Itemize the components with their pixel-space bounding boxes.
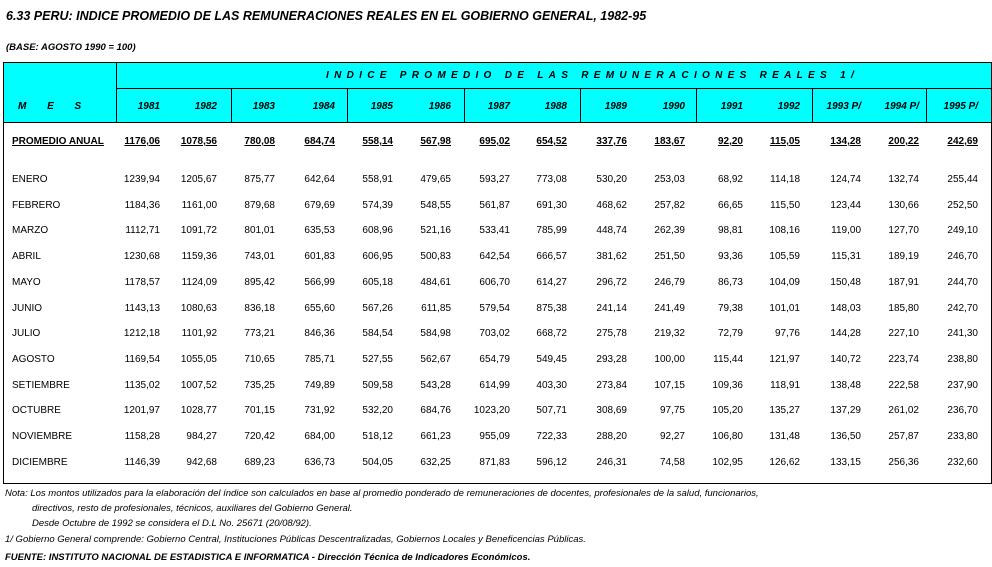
table-cell: 507,71: [536, 405, 567, 416]
table-cell: 1124,09: [181, 277, 217, 288]
table-cell: 138,48: [830, 380, 861, 391]
table-cell: 1143,13: [124, 303, 160, 314]
month-label: JUNIO: [12, 303, 42, 314]
table-cell: 785,99: [536, 225, 567, 236]
month-label: DICIEMBRE: [12, 457, 68, 468]
table-cell: 584,98: [420, 328, 451, 339]
year-header: 1994 P/: [884, 101, 919, 112]
table-cell: 187,91: [888, 277, 919, 288]
table-cell: 593,27: [479, 174, 510, 185]
table-cell: 1169,54: [124, 354, 160, 365]
table-cell: 785,71: [304, 354, 335, 365]
table-cell: 238,80: [947, 354, 978, 365]
table-cell: 232,60: [947, 457, 978, 468]
promedio-value: 654,52: [536, 136, 567, 147]
table-cell: 1028,77: [180, 405, 217, 416]
table-cell: 518,12: [362, 431, 393, 442]
table-cell: 636,73: [304, 457, 335, 468]
table-cell: 1112,71: [125, 225, 160, 236]
table-cell: 246,79: [654, 277, 685, 288]
table-cell: 114,18: [770, 174, 800, 185]
table-cell: 1201,97: [123, 405, 160, 416]
table-cell: 308,69: [596, 405, 627, 416]
month-label: OCTUBRE: [12, 405, 61, 416]
table-cell: 679,69: [304, 200, 335, 211]
table-cell: 895,42: [244, 277, 275, 288]
table-cell: 558,91: [362, 174, 393, 185]
table-cell: 262,39: [654, 225, 685, 236]
table-cell: 237,90: [947, 380, 978, 391]
table-cell: 108,16: [769, 225, 800, 236]
year-header: 1984: [312, 101, 335, 112]
table-cell: 484,61: [420, 277, 451, 288]
note-line-1: Nota: Los montos utilizados para la elaboración del índice son calculados en base al promedio ponderado de remuneraciones de docentes, profesionales de la salud, funcionarios,: [5, 488, 759, 499]
table-cell: 1146,39: [124, 457, 160, 468]
year-header: 1990: [662, 101, 685, 112]
table-cell: 479,65: [420, 174, 451, 185]
table-cell: 561,87: [479, 200, 510, 211]
table-cell: 252,50: [947, 200, 978, 211]
table-cell: 223,74: [888, 354, 919, 365]
table-cell: 722,33: [536, 431, 567, 442]
table-cell: 1212,18: [123, 328, 160, 339]
table-cell: 124,74: [830, 174, 861, 185]
table-cell: 879,68: [244, 200, 275, 211]
note-line-2: directivos, resto de profesionales, técnicos, auxiliares del Gobierno General.: [32, 503, 353, 514]
source-line: FUENTE: INSTITUTO NACIONAL DE ESTADISTICA E INFORMATICA - Dirección Técnica de Indicadores Económicos.: [5, 552, 531, 563]
table-cell: 118,91: [770, 380, 800, 391]
table-cell: 253,03: [654, 174, 685, 185]
table-cell: 655,60: [304, 303, 335, 314]
table-cell: 102,95: [712, 457, 743, 468]
promedio-value: 558,14: [362, 136, 393, 147]
table-cell: 140,72: [830, 354, 861, 365]
table-cell: 293,28: [596, 354, 627, 365]
month-label: FEBRERO: [12, 200, 61, 211]
table-cell: 875,77: [244, 174, 275, 185]
table-cell: 115,31: [831, 251, 861, 262]
table-cell: 227,10: [888, 328, 919, 339]
table-cell: 74,58: [659, 457, 685, 468]
table-cell: 105,59: [769, 251, 800, 262]
table-cell: 246,31: [596, 457, 627, 468]
table-cell: 448,74: [596, 225, 627, 236]
base-note: (BASE: AGOSTO 1990 = 100): [6, 42, 136, 53]
table-cell: 710,65: [244, 354, 275, 365]
table-cell: 115,44: [713, 354, 743, 365]
table-cell: 1007,52: [180, 380, 217, 391]
table-cell: 735,25: [244, 380, 275, 391]
table-cell: 86,73: [717, 277, 743, 288]
table-cell: 241,30: [947, 328, 978, 339]
table-cell: 574,39: [362, 200, 393, 211]
table-cell: 527,55: [362, 354, 393, 365]
table-cell: 123,44: [830, 200, 861, 211]
table-cell: 661,23: [420, 431, 451, 442]
table-cell: 614,27: [536, 277, 567, 288]
table-cell: 566,99: [304, 277, 335, 288]
table-cell: 127,70: [888, 225, 919, 236]
year-column-divider: [926, 88, 927, 122]
month-label: AGOSTO: [12, 354, 55, 365]
table-cell: 614,99: [479, 380, 510, 391]
year-header: 1989: [604, 101, 627, 112]
table-cell: 720,42: [244, 431, 275, 442]
table-cell: 137,29: [830, 405, 861, 416]
table-cell: 530,20: [596, 174, 627, 185]
table-cell: 66,65: [717, 200, 743, 211]
table-cell: 743,01: [244, 251, 275, 262]
table-cell: 92,27: [659, 431, 685, 442]
table-cell: 97,76: [774, 328, 800, 339]
promedio-value: 115,05: [769, 136, 800, 147]
year-header: 1987: [487, 101, 510, 112]
table-cell: 241,14: [596, 303, 627, 314]
table-cell: 115,50: [770, 200, 800, 211]
table-cell: 1184,36: [124, 200, 160, 211]
table-cell: 605,18: [362, 277, 393, 288]
promedio-value: 134,28: [830, 136, 861, 147]
table-cell: 189,19: [888, 251, 919, 262]
table-cell: 109,36: [712, 380, 743, 391]
table-cell: 773,21: [244, 328, 275, 339]
table-cell: 584,54: [362, 328, 393, 339]
table-cell: 241,49: [654, 303, 685, 314]
table-cell: 100,00: [654, 354, 685, 365]
table-cell: 275,78: [596, 328, 627, 339]
table-cell: 684,76: [420, 405, 451, 416]
promedio-value: 183,67: [654, 136, 685, 147]
table-cell: 98,81: [717, 225, 743, 236]
table-cell: 119,00: [831, 225, 861, 236]
table-cell: 642,64: [304, 174, 335, 185]
table-cell: 106,80: [712, 431, 743, 442]
year-header: 1993 P/: [826, 101, 861, 112]
table-cell: 79,38: [717, 303, 743, 314]
table-cell: 548,55: [420, 200, 451, 211]
table-cell: 543,28: [420, 380, 451, 391]
table-cell: 296,72: [596, 277, 627, 288]
table-cell: 654,79: [479, 354, 510, 365]
table-cell: 1055,05: [180, 354, 217, 365]
month-label: JULIO: [12, 328, 41, 339]
table-cell: 144,28: [830, 328, 861, 339]
table-cell: 246,70: [947, 251, 978, 262]
promedio-label: PROMEDIO ANUAL: [12, 136, 104, 147]
table-cell: 549,45: [536, 354, 567, 365]
table-cell: 244,70: [947, 277, 978, 288]
table-cell: 500,83: [420, 251, 451, 262]
table-cell: 773,08: [536, 174, 567, 185]
table-cell: 611,85: [421, 303, 451, 314]
table-cell: 257,87: [888, 431, 919, 442]
promedio-value: 1176,06: [124, 136, 160, 147]
row-header-mes: M E S: [18, 101, 91, 112]
table-cell: 219,32: [654, 328, 685, 339]
table-cell: 608,96: [362, 225, 393, 236]
table-cell: 121,97: [769, 354, 800, 365]
table-cell: 1080,63: [180, 303, 217, 314]
table-cell: 256,36: [888, 457, 919, 468]
table-cell: 132,74: [888, 174, 919, 185]
table-cell: 942,68: [186, 457, 217, 468]
table-cell: 1239,94: [123, 174, 160, 185]
table-cell: 666,57: [536, 251, 567, 262]
table-cell: 136,50: [830, 431, 861, 442]
table-cell: 749,89: [304, 380, 335, 391]
table-cell: 562,67: [420, 354, 451, 365]
promedio-value: 92,20: [717, 136, 743, 147]
table-cell: 836,18: [244, 303, 275, 314]
year-header: 1992: [777, 101, 800, 112]
table-cell: 955,09: [479, 431, 510, 442]
table-cell: 126,62: [769, 457, 800, 468]
year-header: 1988: [544, 101, 567, 112]
table-cell: 381,62: [596, 251, 627, 262]
table-cell: 632,25: [420, 457, 451, 468]
table-cell: 242,70: [947, 303, 978, 314]
month-label: MAYO: [12, 277, 41, 288]
table-cell: 701,15: [244, 405, 275, 416]
table-cell: 130,66: [888, 200, 919, 211]
table-cell: 1101,92: [181, 328, 217, 339]
table-cell: 1178,57: [124, 277, 160, 288]
year-header: 1982: [194, 101, 217, 112]
stub-divider-line: [116, 63, 117, 122]
table-cell: 579,54: [479, 303, 510, 314]
table-cell: 261,02: [888, 405, 919, 416]
promedio-value: 567,98: [420, 136, 451, 147]
header-divider-line: [116, 88, 991, 89]
table-cell: 871,83: [479, 457, 510, 468]
table-cell: 1161,00: [181, 200, 217, 211]
promedio-value: 200,22: [888, 136, 919, 147]
table-cell: 984,27: [186, 431, 217, 442]
month-label: SETIEMBRE: [12, 380, 70, 391]
table-cell: 846,36: [304, 328, 335, 339]
table-cell: 403,30: [536, 380, 567, 391]
year-header: 1986: [428, 101, 451, 112]
table-cell: 150,48: [830, 277, 861, 288]
table-cell: 104,09: [769, 277, 800, 288]
table-cell: 504,05: [362, 457, 393, 468]
note-line-4: 1/ Gobierno General comprende: Gobierno Central, Instituciones Públicas Descentralizadas, Gobiernos Locales y Beneficencias Públicas.: [5, 534, 586, 545]
table-cell: 233,80: [947, 431, 978, 442]
table-cell: 606,70: [479, 277, 510, 288]
table-cell: 68,92: [717, 174, 743, 185]
table-cell: 689,23: [244, 457, 275, 468]
table-cell: 691,30: [536, 200, 567, 211]
month-label: ABRIL: [12, 251, 41, 262]
table-cell: 1091,72: [180, 225, 217, 236]
table-cell: 133,15: [830, 457, 861, 468]
month-label: NOVIEMBRE: [12, 431, 73, 442]
table-cell: 107,15: [654, 380, 685, 391]
table-cell: 1205,67: [180, 174, 217, 185]
table-cell: 236,70: [947, 405, 978, 416]
month-label: ENERO: [12, 174, 48, 185]
promedio-value: 337,76: [596, 136, 627, 147]
header-bottom-line: [4, 122, 991, 123]
table-cell: 1135,02: [124, 380, 160, 391]
promedio-value: 1078,56: [180, 136, 217, 147]
table-cell: 801,01: [244, 225, 275, 236]
table-cell: 72,79: [717, 328, 743, 339]
data-table: [3, 62, 992, 484]
table-cell: 1158,28: [124, 431, 160, 442]
table-cell: 642,54: [479, 251, 510, 262]
table-cell: 273,84: [596, 380, 627, 391]
table-cell: 135,27: [769, 405, 800, 416]
table-cell: 875,38: [536, 303, 567, 314]
table-cell: 521,16: [420, 225, 451, 236]
table-cell: 255,44: [947, 174, 978, 185]
year-header: 1991: [720, 101, 743, 112]
table-cell: 1023,20: [473, 405, 510, 416]
table-cell: 1159,36: [181, 251, 217, 262]
table-cell: 731,92: [304, 405, 335, 416]
table-cell: 251,50: [654, 251, 685, 262]
year-header: 1995 P/: [943, 101, 978, 112]
table-cell: 249,10: [947, 225, 978, 236]
table-cell: 288,20: [596, 431, 627, 442]
table-cell: 468,62: [596, 200, 627, 211]
year-header: 1983: [252, 101, 275, 112]
table-cell: 222,58: [888, 380, 919, 391]
promedio-value: 780,08: [244, 136, 275, 147]
year-header: 1985: [370, 101, 393, 112]
table-cell: 97,75: [659, 405, 685, 416]
table-cell: 606,95: [362, 251, 393, 262]
table-cell: 533,41: [479, 225, 510, 236]
table-cell: 105,20: [712, 405, 743, 416]
table-cell: 684,00: [304, 431, 335, 442]
table-cell: 532,20: [362, 405, 393, 416]
table-cell: 1230,68: [123, 251, 160, 262]
month-label: MARZO: [12, 225, 49, 236]
table-cell: 93,36: [717, 251, 743, 262]
table-cell: 148,03: [830, 303, 861, 314]
table-cell: 703,02: [479, 328, 510, 339]
table-cell: 668,72: [536, 328, 567, 339]
table-cell: 567,26: [362, 303, 393, 314]
table-cell: 635,53: [304, 225, 335, 236]
year-header: 1981: [137, 101, 160, 112]
group-header: INDICE PROMEDIO DE LAS REMUNERACIONES REALES 1/: [326, 70, 860, 81]
promedio-value: 684,74: [304, 136, 335, 147]
table-cell: 131,48: [769, 431, 800, 442]
table-cell: 601,83: [304, 251, 335, 262]
note-line-3: Desde Octubre de 1992 se considera el D.L No. 25671 (20/08/92).: [32, 518, 312, 529]
promedio-value: 242,69: [947, 136, 978, 147]
table-cell: 185,80: [888, 303, 919, 314]
promedio-value: 695,02: [479, 136, 510, 147]
page-title: 6.33 PERU: INDICE PROMEDIO DE LAS REMUNERACIONES REALES EN EL GOBIERNO GENERAL, 1982-95: [6, 9, 647, 23]
table-cell: 509,58: [362, 380, 393, 391]
table-cell: 257,82: [654, 200, 685, 211]
table-cell: 101,01: [769, 303, 800, 314]
table-cell: 596,12: [536, 457, 567, 468]
